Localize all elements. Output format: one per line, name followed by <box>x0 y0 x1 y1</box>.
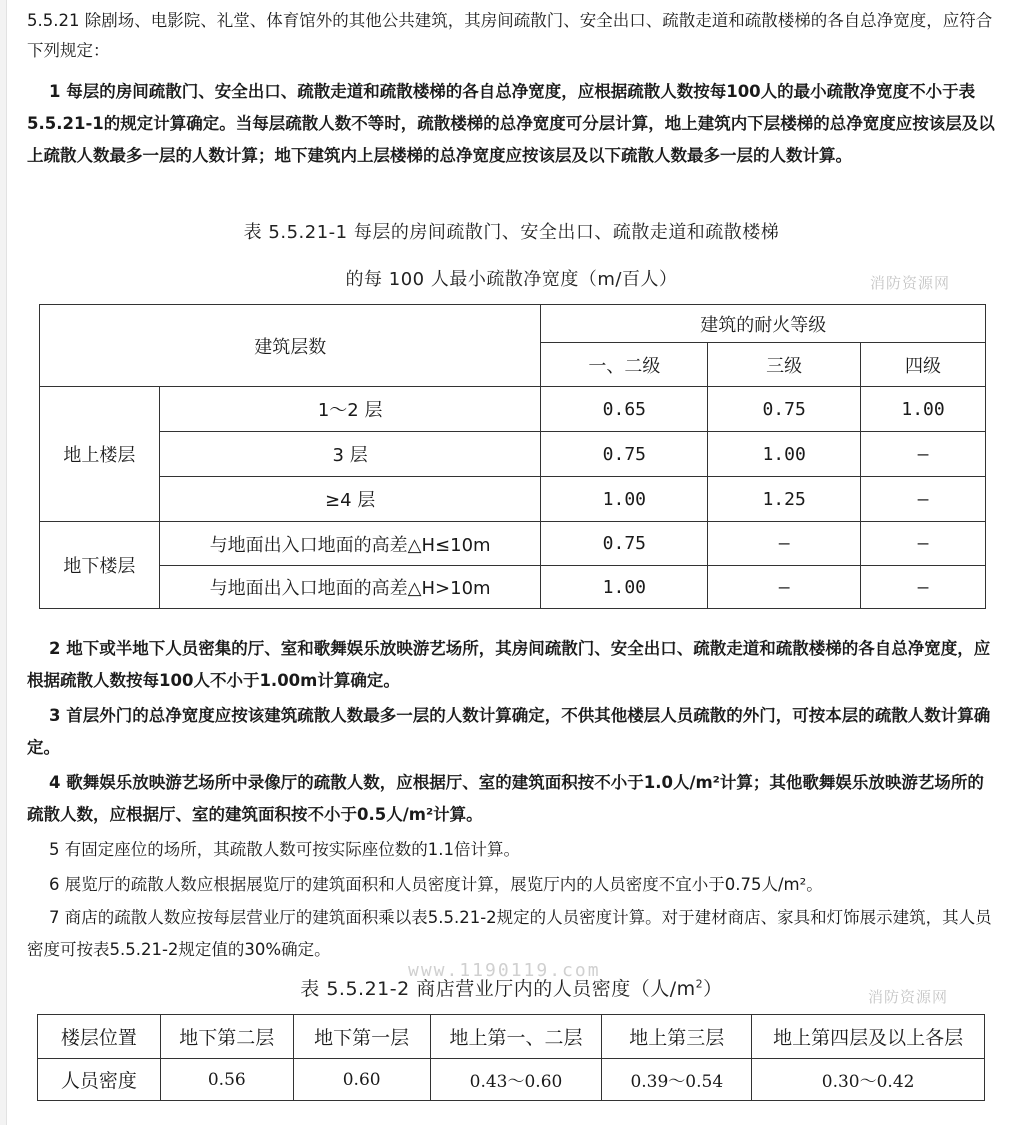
table2-caption-end: ） <box>703 978 723 1000</box>
row-label-density: 人员密度 <box>38 1059 161 1101</box>
cell-value: 0.39～0.54 <box>602 1059 752 1101</box>
group-below-ground: 地下楼层 <box>40 522 160 609</box>
header-floor-position: 楼层位置 <box>38 1015 161 1059</box>
cell-value: 1.00 <box>541 566 708 609</box>
item-7: 7 商店的疏散人数应按每层营业厅的建筑面积乘以表5.5.21-2规定的人员密度计算。对于建材商店、家具和灯饰展示建筑，其人员密度可按表5.5.21-2规定值的30%确定。 <box>27 908 992 959</box>
header-grade-3: 三级 <box>708 343 861 387</box>
cell-value: 0.65 <box>541 387 708 432</box>
row-label: 与地面出入口地面的高差△H>10m <box>159 566 541 609</box>
header-b2: 地下第二层 <box>160 1015 293 1059</box>
header-grade-1-2: 一、二级 <box>541 343 708 387</box>
cell-value: 0.75 <box>541 432 708 477</box>
row-label: 3 层 <box>159 432 541 477</box>
watermark-site-1: 消防资源网 <box>870 274 951 292</box>
cell-value: 0.43～0.60 <box>430 1059 602 1101</box>
watermark-site-2: 消防资源网 <box>868 988 949 1006</box>
cell-value: 0.30～0.42 <box>752 1059 985 1101</box>
header-f4-above: 地上第四层及以上各层 <box>752 1015 985 1059</box>
item-4: 4 歌舞娱乐放映游艺场所中录像厅的疏散人数，应根据厅、室的建筑面积按不小于1.0人/m²计算；其他歌舞娱乐放映游艺场所的疏散人数，应根据厅、室的建筑面积按不小于0.5人/m²计算。 <box>27 773 984 824</box>
cell-value: — <box>861 566 986 609</box>
table1-caption-line1: 表 5.5.21-1 每层的房间疏散门、安全出口、疏散走道和疏散楼梯 <box>243 222 780 243</box>
item-2: 2 地下或半地下人员密集的厅、室和歌舞娱乐放映游艺场所，其房间疏散门、安全出口、疏散走道和疏散楼梯的各自总净宽度，应根据疏散人数按每100人不小于1.00m计算确定。 <box>27 639 991 690</box>
cell-value: — <box>708 522 861 566</box>
table2-caption-sup: 2 <box>695 977 704 991</box>
header-b1: 地下第一层 <box>293 1015 430 1059</box>
row-label: 与地面出入口地面的高差△H≤10m <box>159 522 541 566</box>
left-edge <box>0 0 7 1125</box>
group-above-ground: 地上楼层 <box>40 387 160 522</box>
cell-value: — <box>861 522 986 566</box>
cell-value: 0.75 <box>708 387 861 432</box>
table1-caption-line2: 的每 100 人最小疏散净宽度（m/百人） <box>345 269 678 290</box>
clause-5-5-21: 5.5.21 除剧场、电影院、礼堂、体育馆外的其他公共建筑，其房间疏散门、安全出口、疏散走道和疏散楼梯的各自总净宽度，应符合下列规定： <box>27 11 993 60</box>
cell-value: 1.25 <box>708 477 861 522</box>
cell-value: 1.00 <box>541 477 708 522</box>
cell-value: 1.00 <box>708 432 861 477</box>
item-5: 5 有固定座位的场所，其疏散人数可按实际座位数的1.1倍计算。 <box>49 840 520 859</box>
item-1: 1 每层的房间疏散门、安全出口、疏散走道和疏散楼梯的各自总净宽度，应根据疏散人数按每100人的最小疏散净宽度不小于表5.5.21-1的规定计算确定。当每层疏散人数不等时，疏散楼梯的总净宽度可分层计算，地上建筑内下层楼梯的总净宽度应按该层及以上疏散人数最多一层的人数计算；地下建筑内上层楼梯的总净宽度应按该层及以下疏散人数最多一层的人数计算。 <box>27 82 995 165</box>
header-fire-rating: 建筑的耐火等级 <box>541 305 986 343</box>
cell-value: 0.75 <box>541 522 708 566</box>
cell-value: 0.56 <box>160 1059 293 1101</box>
header-f3: 地上第三层 <box>602 1015 752 1059</box>
table2-caption-text: 表 5.5.21-2 商店营业厅内的人员密度（人/m <box>300 978 696 1000</box>
header-f1-f2: 地上第一、二层 <box>430 1015 602 1059</box>
cell-value: 0.60 <box>293 1059 430 1101</box>
row-label: ≥4 层 <box>159 477 541 522</box>
table-5-5-21-2 <box>37 1014 985 1101</box>
cell-value: 1.00 <box>861 387 986 432</box>
row-label: 1～2 层 <box>159 387 541 432</box>
cell-value: — <box>861 477 986 522</box>
header-floor-count: 建筑层数 <box>40 305 541 387</box>
watermark-url: www.1190119.com <box>408 960 601 981</box>
table-5-5-21-1 <box>39 304 986 609</box>
cell-value: — <box>708 566 861 609</box>
item-6: 6 展览厅的疏散人数应根据展览厅的建筑面积和人员密度计算，展览厅内的人员密度不宜小于0.75人/m²。 <box>49 875 823 894</box>
header-grade-4: 四级 <box>861 343 986 387</box>
item-3: 3 首层外门的总净宽度应按该建筑疏散人数最多一层的人数计算确定，不供其他楼层人员疏散的外门，可按本层的疏散人数计算确定。 <box>27 706 991 757</box>
cell-value: — <box>861 432 986 477</box>
